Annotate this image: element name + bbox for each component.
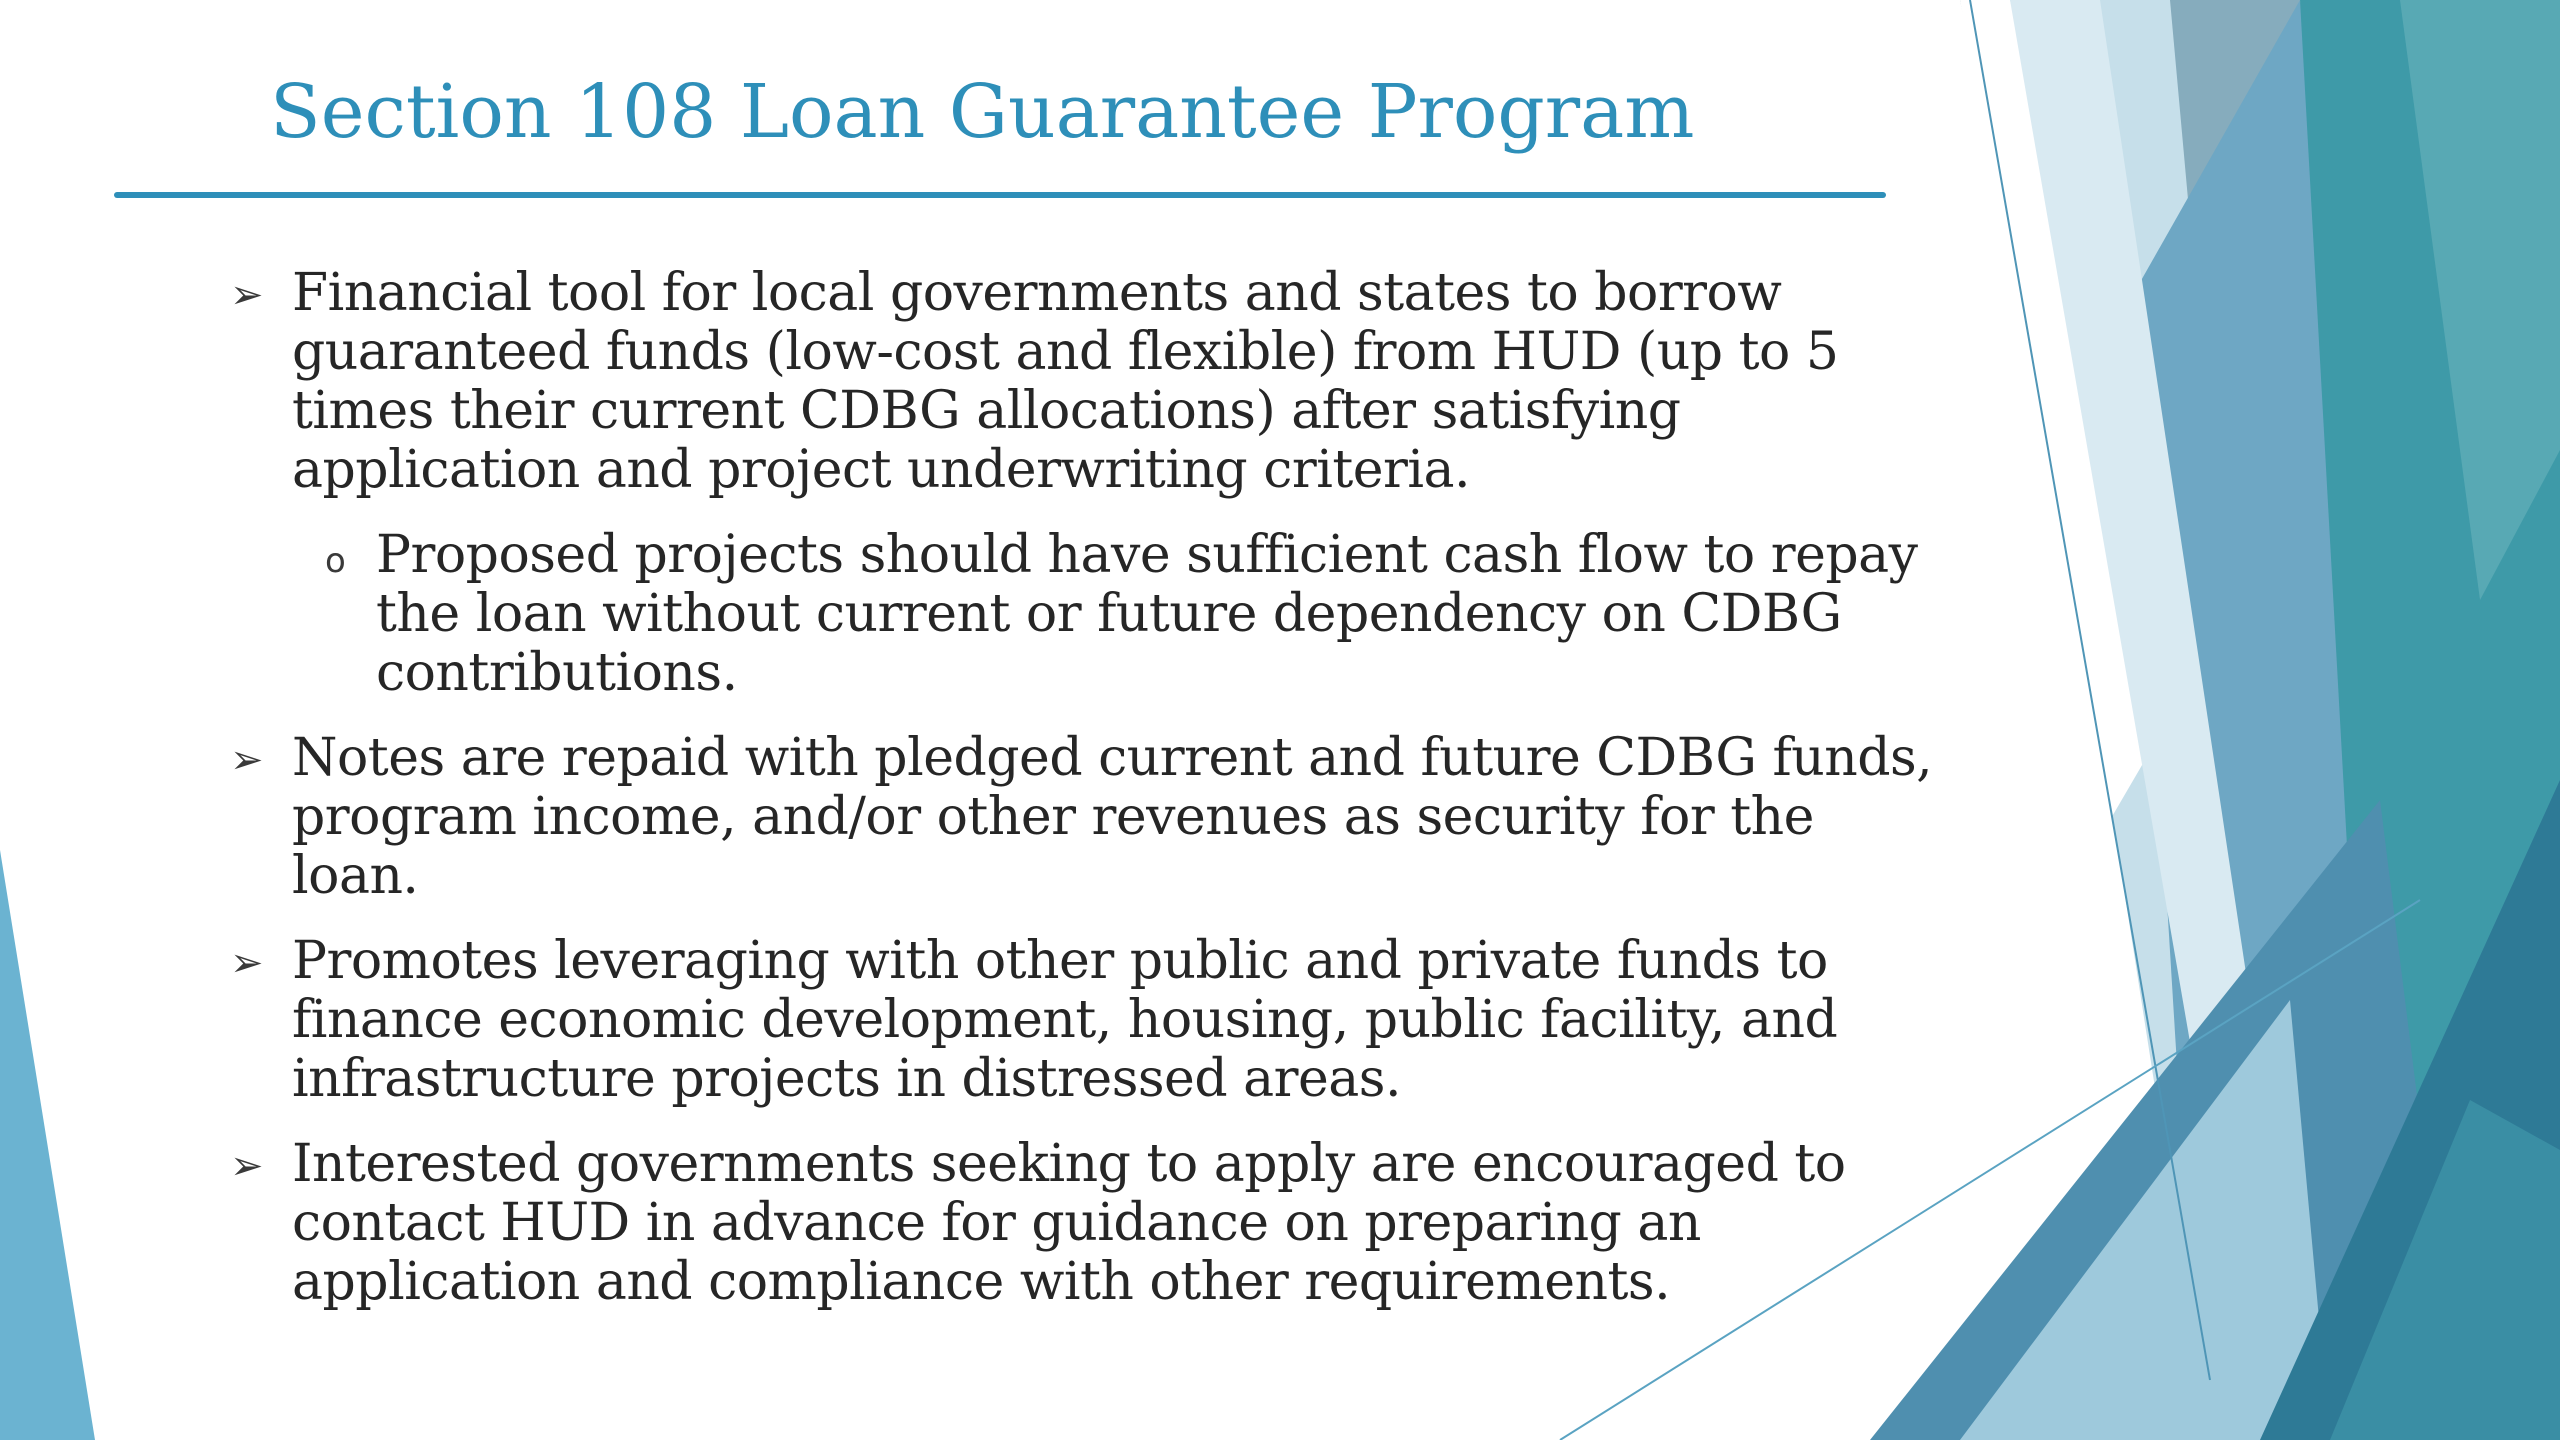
- facet-left-bottom: [0, 850, 95, 1440]
- bullet-item: [220, 729, 1940, 906]
- arrow-bullet-icon: ➢: [230, 1143, 264, 1189]
- circle-bullet-icon: o: [325, 541, 346, 581]
- bullet-item: [220, 1135, 1940, 1312]
- slide-body: [220, 264, 1940, 1338]
- arrow-bullet-icon: ➢: [230, 940, 264, 986]
- bullet-item: [220, 932, 1940, 1109]
- sub-bullet-item: [220, 526, 1940, 703]
- bullet-text: Promotes leveraging with other public and private funds to finance economic development, housing, public facility, and infrastructure projects in distressed areas.: [292, 931, 1838, 1109]
- facet-lower-light: [1960, 1000, 2330, 1440]
- bullet-text: Financial tool for local governments and states to borrow guaranteed funds (low-cost and flexible) from HUD (up to 5 times their current CDBG allocations) after satisfying application and project underwriting criteria.: [292, 263, 1839, 500]
- slide-title: Section 108 Loan Guarantee Program: [270, 69, 1695, 155]
- bullet-item: [220, 264, 1940, 500]
- bullet-text: Notes are repaid with pledged current and future CDBG funds, program income, and/or other revenues as security for the loan.: [292, 728, 1933, 906]
- arrow-bullet-icon: ➢: [230, 737, 264, 783]
- bullet-text: Interested governments seeking to apply are encouraged to contact HUD in advance for guidance on preparing an application and compliance with other requirements.: [292, 1134, 1846, 1312]
- sub-bullet-text: Proposed projects should have sufficient cash flow to repay the loan without current or future dependency on CDBG contributions.: [376, 525, 1918, 703]
- title-underline: [114, 192, 1886, 198]
- arrow-bullet-icon: ➢: [230, 272, 264, 318]
